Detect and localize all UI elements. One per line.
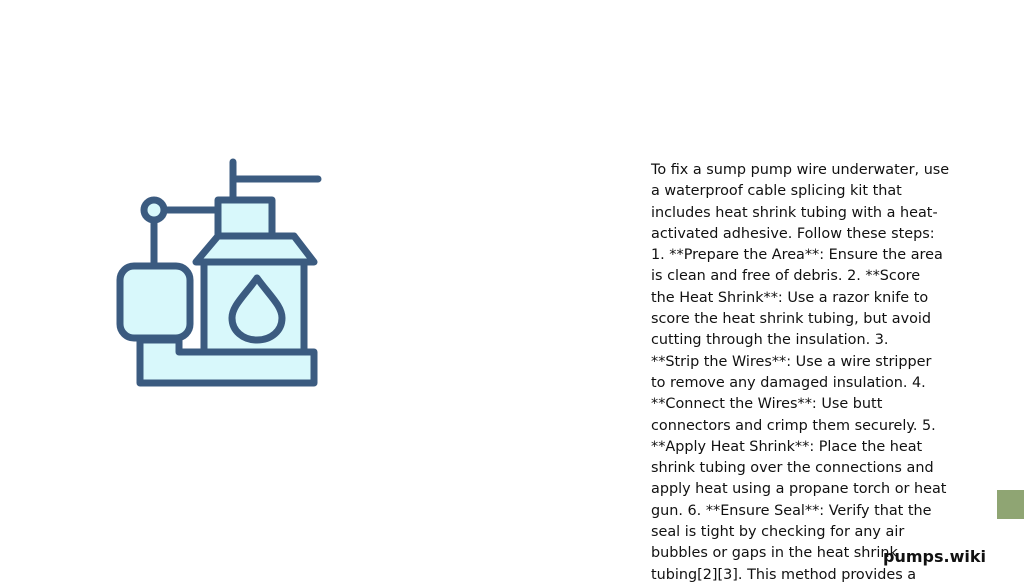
sump-pump-icon	[108, 150, 338, 400]
brand-label[interactable]: pumps.wiki	[883, 547, 986, 566]
article-text: To fix a sump pump wire underwater, use a waterproof cable splicing kit that includes heat shrink tubing with a heat- activated adhesive. Follow these steps: 1. **Prepare the Area**: Ensure the area is clean and free of debris. 2. **Score the Heat Shrink**: Use a razor knife to score the heat shrink tubing, but avoid cutting through the insulation. 3. **Strip the Wires**: Use a wire stripper to remove any damaged insulation. 4. **Connect the Wires**: Use butt connectors and crimp them securely. 5. **Apply Heat Shrink**: Place the heat shrink tubing over the connections and apply heat using a propane torch or heat gun. 6. **Ensure Seal**: Verify that the seal is tight by checking for any air bubbles or gaps in the heat shrink tubing[2][3]. This method provides a	[651, 162, 950, 583]
side-accent-tab[interactable]	[997, 490, 1024, 519]
